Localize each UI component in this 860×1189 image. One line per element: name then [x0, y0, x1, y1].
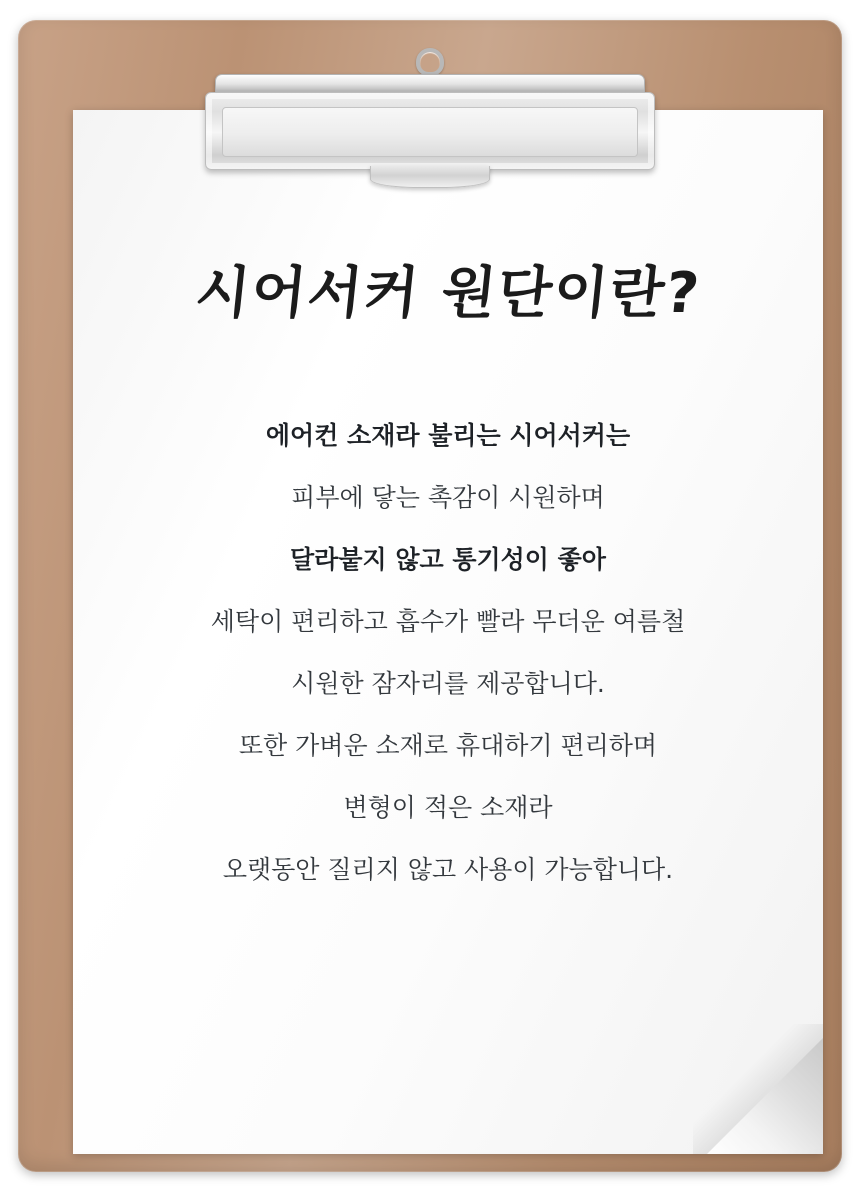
clip-lip: [370, 166, 490, 188]
paper-content: [73, 260, 823, 901]
page-title: 시어서커 원단이란?: [192, 261, 704, 326]
clip-inner-panel: [222, 107, 638, 157]
body-text-block: [97, 405, 799, 901]
clipboard-board: [18, 20, 842, 1172]
body-line-2: 피부에 닿는 촉감이 시원하며: [291, 483, 605, 513]
body-line-5: 시원한 잠자리를 제공합니다.: [291, 669, 605, 699]
clip-body: [205, 92, 655, 170]
body-line-6: 또한 가벼운 소재로 휴대하기 편리하며: [238, 731, 658, 761]
body-line-4: 세탁이 편리하고 흡수가 빨라 무더운 여름철: [210, 607, 686, 637]
clipboard-clip-icon: [205, 48, 655, 193]
clip-ring-icon: [416, 48, 444, 76]
body-line-8: 오랫동안 질리지 않고 사용이 가능합니다.: [222, 855, 674, 885]
paper-sheet: [73, 110, 823, 1154]
body-line-1: 에어컨 소재라 불리는 시어서커는: [265, 421, 631, 451]
body-line-3: 달라붙지 않고 통기성이 좋아: [290, 545, 606, 575]
body-line-7: 변형이 적은 소재라: [343, 793, 553, 823]
